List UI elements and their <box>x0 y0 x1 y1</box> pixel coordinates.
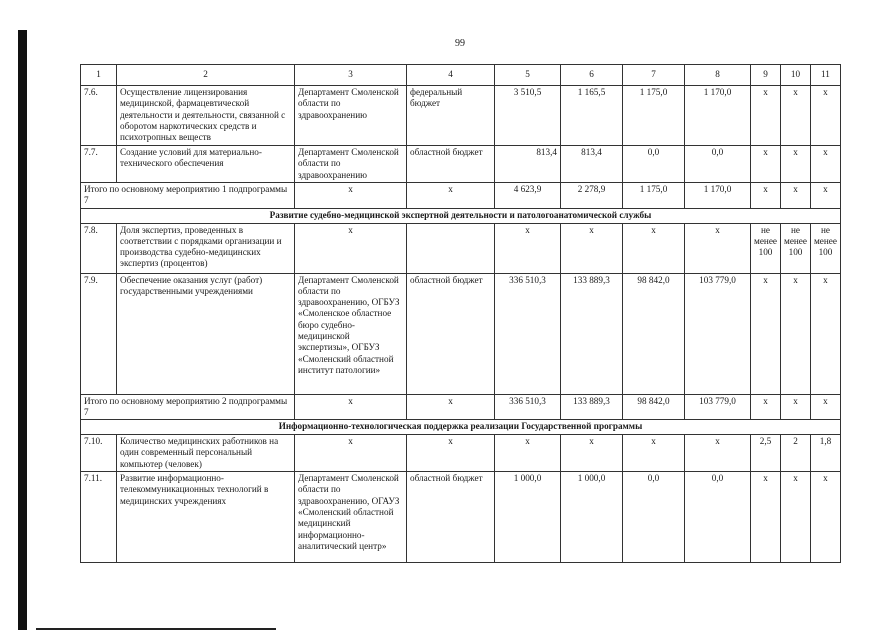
amount-total: 813,4 <box>495 146 561 183</box>
table-row <box>81 146 841 183</box>
indicator-3: не менее 100 <box>810 223 840 273</box>
executor: Департамент Смоленской области по здравоохранению <box>295 86 407 146</box>
amount-year-1: 2 278,9 <box>561 183 623 209</box>
header-cell: 5 <box>495 65 561 86</box>
activity-name: Количество медицинских работников на один современный персональный компьютер (человек) <box>117 435 295 472</box>
indicator-1: x <box>751 472 781 563</box>
amount-year-3: 1 170,0 <box>685 86 751 146</box>
executor: Департамент Смоленской области по здравоохранению, ОГБУЗ «Смоленское областное бюро судебно-медицинской экспертизы», ОГБУЗ «Смоленский областной институт патологии» <box>295 273 407 394</box>
indicator-2: x <box>781 146 811 183</box>
indicator-2: x <box>781 86 811 146</box>
header-cell: 7 <box>623 65 685 86</box>
amount-year-2: 0,0 <box>623 472 685 563</box>
funding-source <box>407 223 495 273</box>
row-number: 7.9. <box>81 273 117 394</box>
amount-year-1: 813,4 <box>561 146 623 183</box>
amount-year-2: 98 842,0 <box>623 394 685 420</box>
activity-name: Доля экспертиз, проведенных в соответствии с порядками организации и производства судебно-медицинских экспертиз (процентов) <box>117 223 295 273</box>
indicator-2: 2 <box>781 435 811 472</box>
indicator-1: 2,5 <box>751 435 781 472</box>
amount-year-1: 133 889,3 <box>561 394 623 420</box>
indicator-2: x <box>781 394 811 420</box>
amount-year-2: x <box>623 435 685 472</box>
indicator-1: x <box>751 183 781 209</box>
amount-total: 4 623,9 <box>495 183 561 209</box>
table-row <box>81 435 841 472</box>
amount-year-2: 1 175,0 <box>623 183 685 209</box>
indicator-2: x <box>781 273 811 394</box>
amount-year-3: 103 779,0 <box>685 394 751 420</box>
amount-total: 1 000,0 <box>495 472 561 563</box>
executor: Департамент Смоленской области по здравоохранению <box>295 146 407 183</box>
header-cell: 3 <box>295 65 407 86</box>
header-cell: 11 <box>810 65 840 86</box>
header-cell: 10 <box>781 65 811 86</box>
row-number: 7.11. <box>81 472 117 563</box>
funding-source: областной бюджет <box>407 472 495 563</box>
funding-source: x <box>407 394 495 420</box>
amount-total: 3 510,5 <box>495 86 561 146</box>
subtotal-label: Итого по основному мероприятию 1 подпрограммы 7 <box>81 183 295 209</box>
executor: x <box>295 223 407 273</box>
funding-source: областной бюджет <box>407 273 495 394</box>
executor: x <box>295 435 407 472</box>
header-cell: 9 <box>751 65 781 86</box>
funding-source: x <box>407 435 495 472</box>
indicator-2: не менее 100 <box>781 223 811 273</box>
amount-year-2: x <box>623 223 685 273</box>
amount-year-3: 1 170,0 <box>685 183 751 209</box>
executor: Департамент Смоленской области по здравоохранению, ОГАУЗ «Смоленский областной медицинский информационно-аналитический центр» <box>295 472 407 563</box>
indicator-1: не менее 100 <box>751 223 781 273</box>
section-row <box>81 420 841 435</box>
header-cell: 2 <box>117 65 295 86</box>
funding-source: федеральный бюджет <box>407 86 495 146</box>
header-cell: 8 <box>685 65 751 86</box>
amount-year-2: 0,0 <box>623 146 685 183</box>
indicator-3: x <box>810 183 840 209</box>
activity-name: Обеспечение оказания услуг (работ) государственными учреждениями <box>117 273 295 394</box>
indicator-3: x <box>810 86 840 146</box>
activity-name: Развитие информационно-телекоммуникационных технологий в медицинских учреждениях <box>117 472 295 563</box>
amount-year-1: 133 889,3 <box>561 273 623 394</box>
subtotal-row <box>81 183 841 209</box>
indicator-2: x <box>781 472 811 563</box>
header-row <box>81 65 841 86</box>
section-row <box>81 208 841 223</box>
table-row <box>81 86 841 146</box>
footnote-rule <box>36 628 276 630</box>
activity-name: Осуществление лицензирования медицинской, фармацевтической деятельности и деятельности, связанной с оборотом наркотических средств и психотропных веществ <box>117 86 295 146</box>
amount-year-3: x <box>685 223 751 273</box>
indicator-1: x <box>751 146 781 183</box>
amount-year-3: 103 779,0 <box>685 273 751 394</box>
table-row <box>81 223 841 273</box>
amount-total: 336 510,3 <box>495 273 561 394</box>
amount-year-3: 0,0 <box>685 146 751 183</box>
amount-year-1: x <box>561 435 623 472</box>
executor: x <box>295 394 407 420</box>
indicator-1: x <box>751 394 781 420</box>
indicator-1: x <box>751 273 781 394</box>
header-cell: 6 <box>561 65 623 86</box>
indicator-3: x <box>810 146 840 183</box>
indicator-1: x <box>751 86 781 146</box>
amount-year-1: 1 165,5 <box>561 86 623 146</box>
indicator-3: 1,8 <box>810 435 840 472</box>
amount-year-1: 1 000,0 <box>561 472 623 563</box>
indicator-3: x <box>810 273 840 394</box>
table-row <box>81 273 841 394</box>
indicator-3: x <box>810 472 840 563</box>
row-number: 7.6. <box>81 86 117 146</box>
subtotal-label: Итого по основному мероприятию 2 подпрограммы 7 <box>81 394 295 420</box>
header-cell: 1 <box>81 65 117 86</box>
funding-source: областной бюджет <box>407 146 495 183</box>
executor: x <box>295 183 407 209</box>
subtotal-row <box>81 394 841 420</box>
section-title: Развитие судебно-медицинской экспертной деятельности и патологоанатомической службы <box>81 208 841 223</box>
row-number: 7.10. <box>81 435 117 472</box>
program-table <box>80 64 841 563</box>
funding-source: x <box>407 183 495 209</box>
amount-year-3: x <box>685 435 751 472</box>
row-number: 7.8. <box>81 223 117 273</box>
header-cell: 4 <box>407 65 495 86</box>
amount-year-2: 1 175,0 <box>623 86 685 146</box>
indicator-2: x <box>781 183 811 209</box>
amount-total: x <box>495 435 561 472</box>
scan-edge-bar <box>18 30 27 630</box>
amount-total: 336 510,3 <box>495 394 561 420</box>
table-row <box>81 472 841 563</box>
amount-year-2: 98 842,0 <box>623 273 685 394</box>
row-number: 7.7. <box>81 146 117 183</box>
amount-year-1: x <box>561 223 623 273</box>
section-title: Информационно-технологическая поддержка реализации Государственной программы <box>81 420 841 435</box>
amount-year-3: 0,0 <box>685 472 751 563</box>
indicator-3: x <box>810 394 840 420</box>
amount-total: x <box>495 223 561 273</box>
activity-name: Создание условий для материально-технического обеспечения <box>117 146 295 183</box>
page-number: 99 <box>455 38 465 49</box>
